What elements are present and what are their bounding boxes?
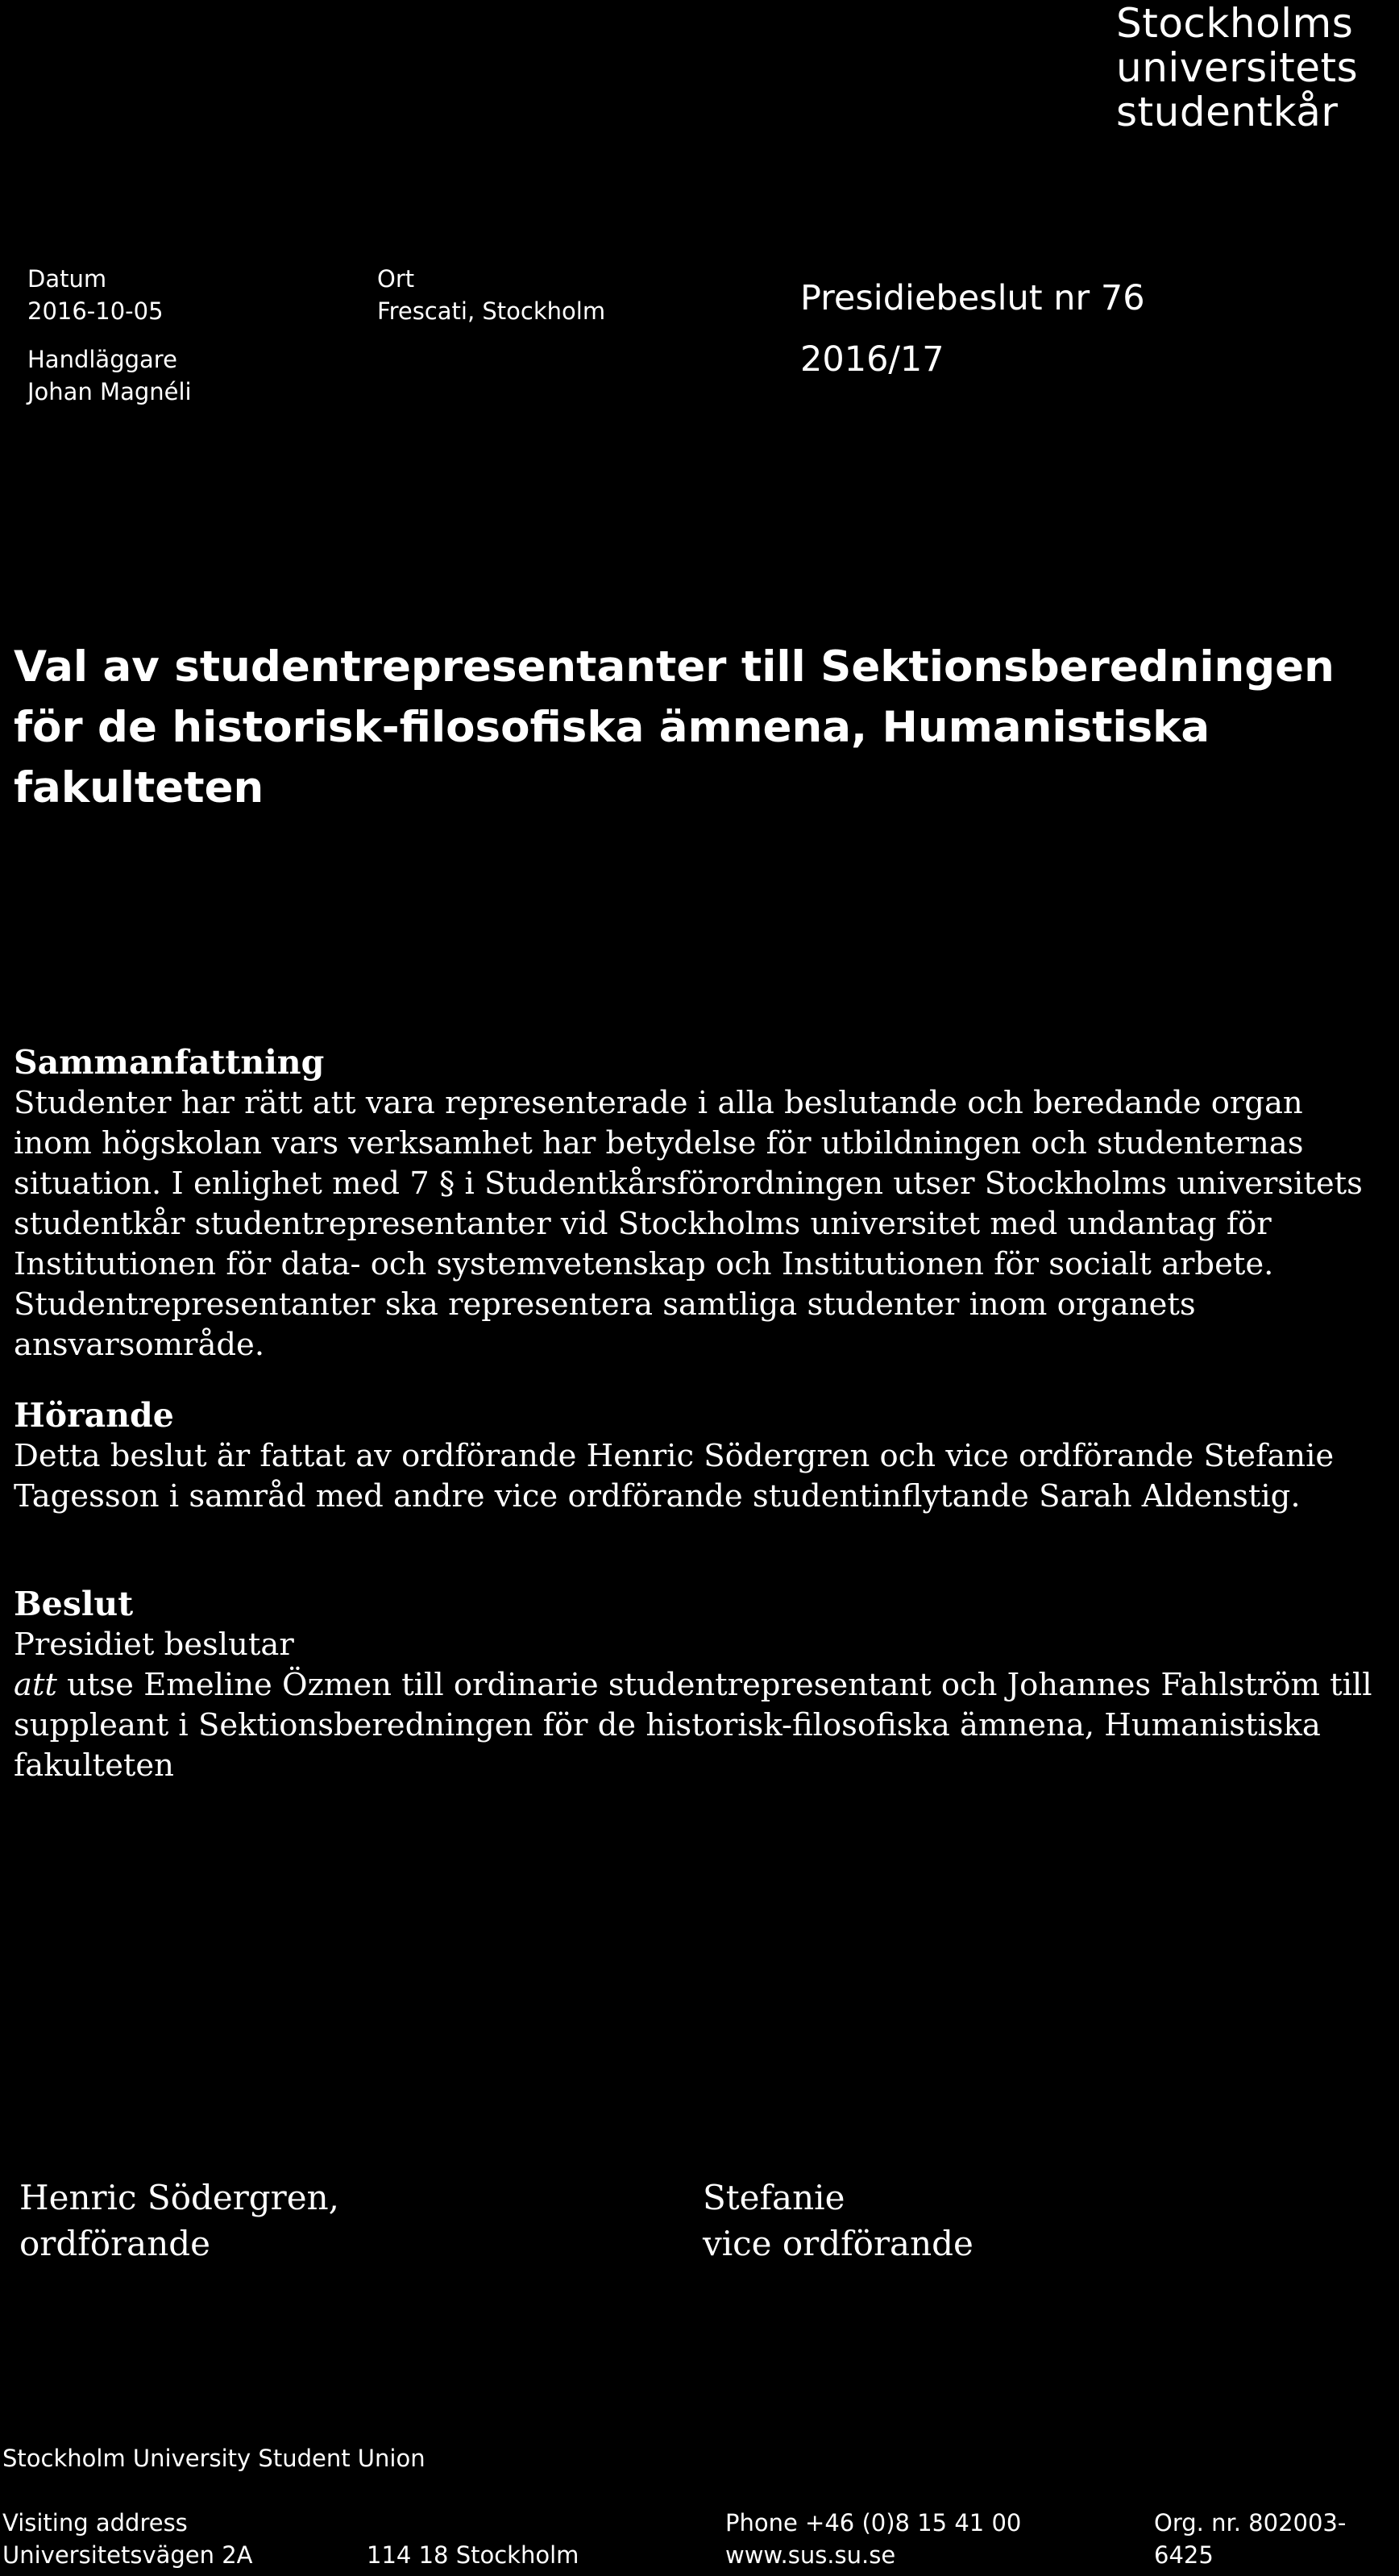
handler-block [27, 343, 192, 408]
signature-right-role: vice ordförande [703, 2224, 973, 2263]
signature-left [19, 2175, 339, 2266]
decision-clause [14, 1665, 1376, 1786]
place-block [377, 263, 605, 327]
handler-label: Handläggare [27, 346, 177, 373]
footer-postal: 114 18 Stockholm [367, 2541, 579, 2569]
footer-street: Universitetsvägen 2A [2, 2541, 253, 2569]
signature-left-name: Henric Södergren, [19, 2178, 340, 2217]
summary-heading: Sammanfattning [14, 1043, 325, 1082]
hearing-text: Detta beslut är fattat av ordförande Henric Södergren och vice ordförande Stefanie Tagesson i samråd med andre vice ordförande studentinflytande Sarah Aldenstig. [14, 1438, 1335, 1514]
document-title: Val av studentrepresentanter till Sektionsberedningen för de historisk-filosofiska ämnena, Humanistiska fakulteten [14, 642, 1335, 812]
date-value: 2016-10-05 [27, 297, 164, 325]
signature-right-name: Stefanie [703, 2178, 845, 2217]
hearing-heading: Hörande [14, 1396, 174, 1435]
decision-reference [800, 274, 1145, 384]
summary-section [14, 1041, 1376, 1365]
decision-text: utse Emeline Özmen till ordinarie studentrepresentant och Johannes Fahlström till suppleant i Sektionsberedningen för de historisk-filosofiska ämnena, Humanistiska fakulteten [14, 1667, 1372, 1784]
decision-year: 2016/17 [800, 339, 944, 380]
footer-phone: Phone +46 (0)8 15 41 00 [725, 2509, 1022, 2537]
signature-right [703, 2175, 973, 2266]
footer-visiting-label: Visiting address [2, 2509, 188, 2537]
decision-number: Presidiebeslut nr 76 [800, 278, 1145, 318]
place-value: Frescati, Stockholm [377, 297, 606, 325]
organization-logo: Stockholms universitets studentkår [1116, 0, 1359, 135]
att-word: att [14, 1667, 57, 1703]
date-block [27, 263, 164, 327]
handler-value: Johan Magnéli [27, 378, 192, 405]
hearing-section [14, 1394, 1376, 1517]
footer-org-number: Org. nr. 802003-6425 [1154, 2509, 1347, 2569]
summary-text: Studenter har rätt att vara representerade i alla beslutande och beredande organ inom högskolan vars verksamhet har betydelse för utbildningen och studenternas situation. I enlighet med 7 § i Studentkårsförordningen utser Stockholms universitets studentkår studentrepresentanter vid Stockholms universitet med undantag för Institutionen för data- och systemvetenskap och Institutionen för socialt arbete. Studentrepresentanter ska representera samtliga studenter inom organets ansvarsområde. [14, 1085, 1363, 1363]
decision-heading: Beslut [14, 1585, 134, 1623]
signature-left-role: ordförande [19, 2224, 210, 2263]
footer-organization: Stockholm University Student Union [2, 2445, 426, 2472]
place-label: Ort [377, 265, 415, 293]
decision-intro: Presidiet beslutar [14, 1627, 294, 1663]
decision-section [14, 1583, 1376, 1786]
date-label: Datum [27, 265, 107, 293]
footer-web: www.sus.su.se [725, 2541, 896, 2569]
